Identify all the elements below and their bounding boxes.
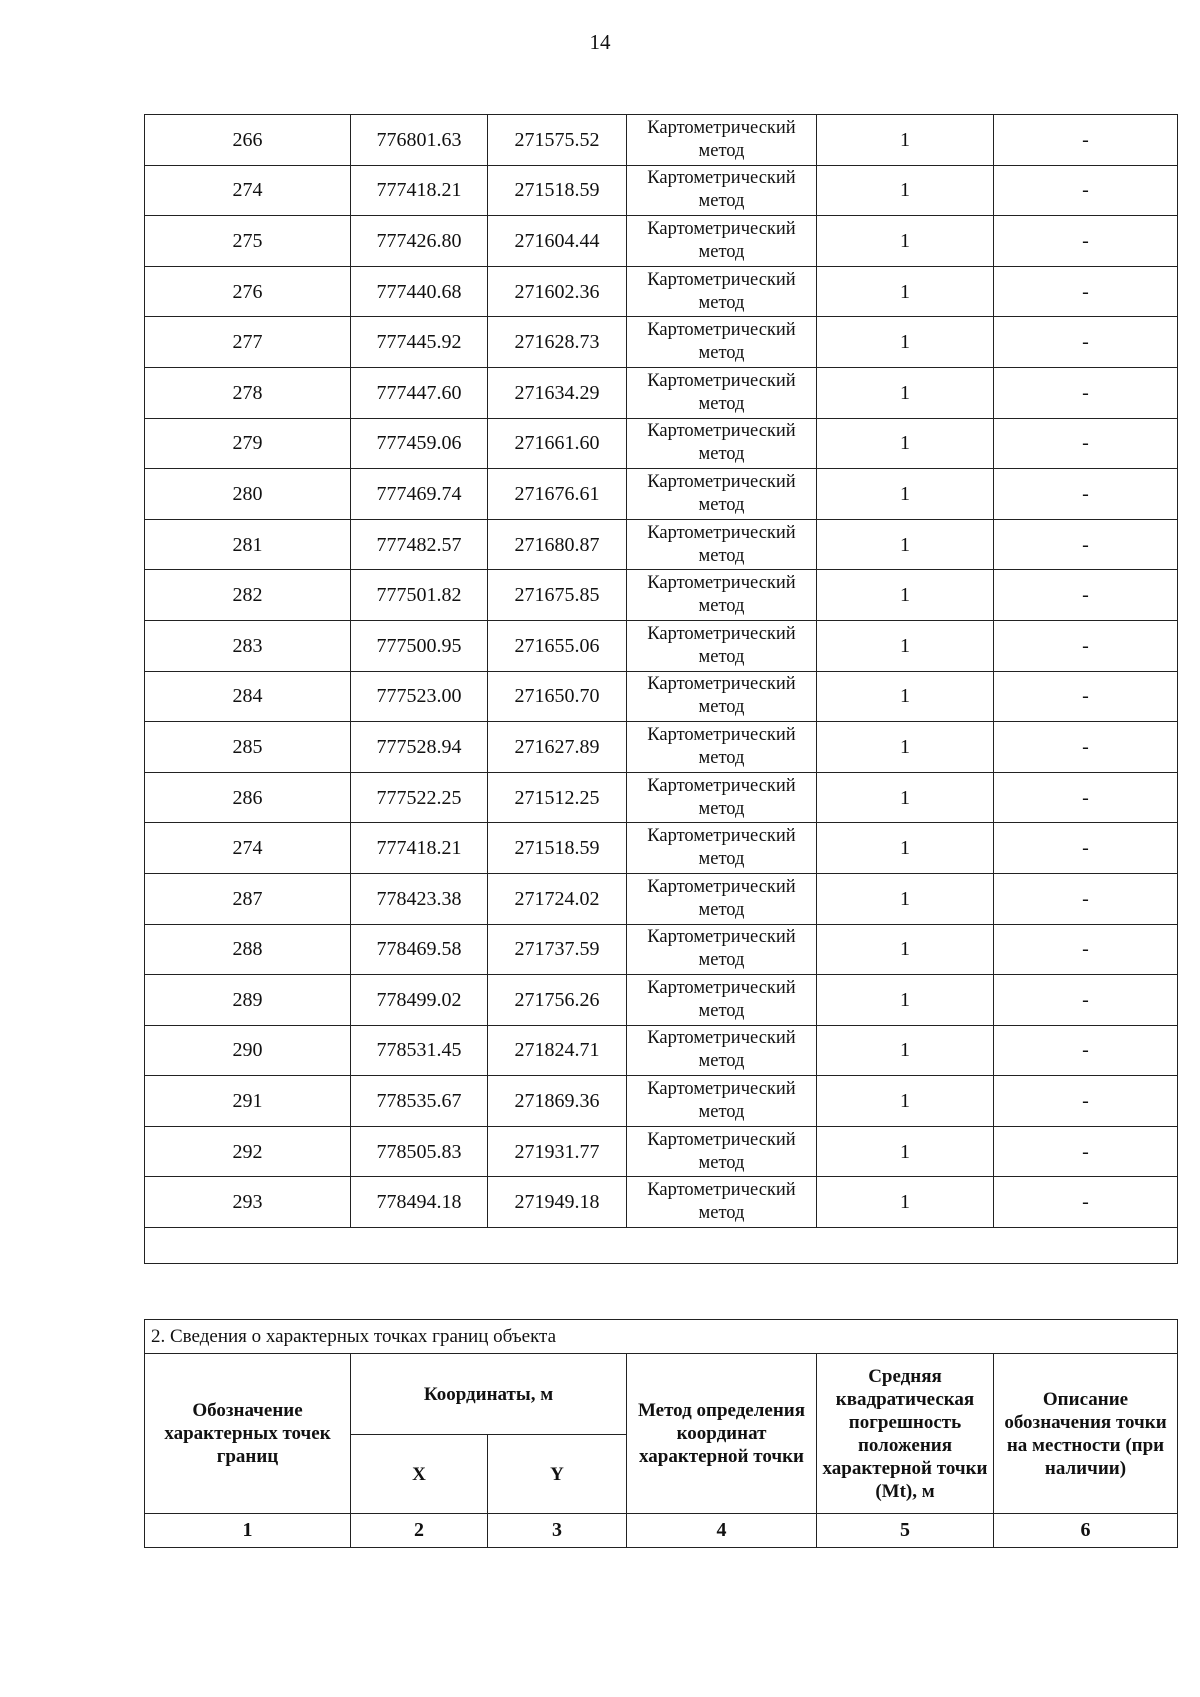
method-line1: Картометрический [647, 421, 796, 442]
point-id-cell: 282 [145, 570, 351, 621]
coord-y-cell: 271824.71 [488, 1025, 627, 1076]
method-line2: метод [698, 849, 745, 870]
coord-y-cell: 271602.36 [488, 266, 627, 317]
accuracy-cell: 1 [817, 772, 994, 823]
method-line2: метод [698, 191, 745, 212]
method-cell [627, 266, 817, 317]
description-cell: - [994, 367, 1178, 418]
accuracy-cell: 1 [817, 823, 994, 874]
table-row [145, 722, 1178, 773]
description-cell: - [994, 975, 1178, 1026]
method-line1: Картометрический [647, 1180, 796, 1201]
method-cell [627, 772, 817, 823]
description-cell: - [994, 216, 1178, 267]
description-cell: - [994, 873, 1178, 924]
point-id-cell: 275 [145, 216, 351, 267]
description-cell: - [994, 620, 1178, 671]
coord-y-cell: 271931.77 [488, 1126, 627, 1177]
method-line2: метод [698, 950, 745, 971]
method-cell [627, 620, 817, 671]
description-cell: - [994, 823, 1178, 874]
header-description: Описание обозначения точки на местности (при наличии) [994, 1354, 1178, 1514]
method-line2: метод [698, 494, 745, 515]
accuracy-cell: 1 [817, 722, 994, 773]
header-accuracy: Средняя квадратическая погрешность положения характерной точки (Mt), м [817, 1354, 994, 1514]
section2-table [144, 1319, 1178, 1548]
method-line1: Картометрический [647, 269, 796, 290]
method-cell [627, 317, 817, 368]
description-cell: - [994, 317, 1178, 368]
table-row [145, 519, 1178, 570]
coord-y-cell: 271737.59 [488, 924, 627, 975]
method-cell [627, 873, 817, 924]
coord-y-cell: 271724.02 [488, 873, 627, 924]
table-row [145, 620, 1178, 671]
coord-x-cell: 778505.83 [351, 1126, 488, 1177]
method-line1: Картометрический [647, 623, 796, 644]
coord-x-cell: 777469.74 [351, 469, 488, 520]
point-id-cell: 292 [145, 1126, 351, 1177]
method-cell [627, 975, 817, 1026]
method-line1: Картометрический [647, 724, 796, 745]
coord-x-cell: 777500.95 [351, 620, 488, 671]
coord-x-cell: 777440.68 [351, 266, 488, 317]
coord-x-cell: 777501.82 [351, 570, 488, 621]
point-id-cell: 287 [145, 873, 351, 924]
table-row [145, 671, 1178, 722]
coord-y-cell: 271628.73 [488, 317, 627, 368]
method-line1: Картометрический [647, 1129, 796, 1150]
method-line1: Картометрический [647, 674, 796, 695]
table-row [145, 975, 1178, 1026]
accuracy-cell: 1 [817, 367, 994, 418]
header-point-id: Обозначение характерных точек границ [145, 1354, 351, 1514]
header-coordinates: Координаты, м [351, 1354, 627, 1435]
method-line1: Картометрический [647, 573, 796, 594]
table-row [145, 1025, 1178, 1076]
accuracy-cell: 1 [817, 1025, 994, 1076]
table-row [145, 772, 1178, 823]
column-number-4: 4 [627, 1514, 817, 1548]
method-line2: метод [698, 241, 745, 262]
coord-x-cell: 777426.80 [351, 216, 488, 267]
method-line2: метод [698, 1102, 745, 1123]
coord-x-cell: 777447.60 [351, 367, 488, 418]
description-cell: - [994, 671, 1178, 722]
method-cell [627, 570, 817, 621]
method-line1: Картометрический [647, 168, 796, 189]
method-cell [627, 418, 817, 469]
coord-y-cell: 271676.61 [488, 469, 627, 520]
accuracy-cell: 1 [817, 620, 994, 671]
description-cell: - [994, 1076, 1178, 1127]
point-id-cell: 289 [145, 975, 351, 1026]
method-line2: метод [698, 1152, 745, 1173]
column-number-3: 3 [488, 1514, 627, 1548]
accuracy-cell: 1 [817, 418, 994, 469]
description-cell: - [994, 924, 1178, 975]
coord-y-cell: 271575.52 [488, 115, 627, 166]
method-cell [627, 115, 817, 166]
description-cell: - [994, 772, 1178, 823]
method-line1: Картометрический [647, 876, 796, 897]
method-cell [627, 1177, 817, 1228]
coord-y-cell: 271512.25 [488, 772, 627, 823]
coord-y-cell: 271675.85 [488, 570, 627, 621]
description-cell: - [994, 722, 1178, 773]
description-cell: - [994, 115, 1178, 166]
method-line1: Картометрический [647, 775, 796, 796]
point-id-cell: 290 [145, 1025, 351, 1076]
table-row [145, 1076, 1178, 1127]
table-row [145, 216, 1178, 267]
method-cell [627, 722, 817, 773]
table-row [145, 823, 1178, 874]
method-line2: метод [698, 697, 745, 718]
point-id-cell: 276 [145, 266, 351, 317]
coord-y-cell: 271661.60 [488, 418, 627, 469]
table-row [145, 570, 1178, 621]
coord-x-cell: 778423.38 [351, 873, 488, 924]
accuracy-cell: 1 [817, 115, 994, 166]
coord-x-cell: 777528.94 [351, 722, 488, 773]
method-cell [627, 165, 817, 216]
description-cell: - [994, 519, 1178, 570]
table-row [145, 924, 1178, 975]
method-line2: метод [698, 1000, 745, 1021]
coord-y-cell: 271634.29 [488, 367, 627, 418]
coord-x-cell: 777459.06 [351, 418, 488, 469]
column-number-5: 5 [817, 1514, 994, 1548]
coord-y-cell: 271518.59 [488, 165, 627, 216]
method-line1: Картометрический [647, 1079, 796, 1100]
coord-y-cell: 271949.18 [488, 1177, 627, 1228]
point-id-cell: 280 [145, 469, 351, 520]
point-id-cell: 286 [145, 772, 351, 823]
description-cell: - [994, 1025, 1178, 1076]
point-id-cell: 277 [145, 317, 351, 368]
section2-title: 2. Сведения о характерных точках границ объекта [145, 1320, 1178, 1354]
method-line1: Картометрический [647, 117, 796, 138]
method-cell [627, 924, 817, 975]
point-id-cell: 283 [145, 620, 351, 671]
coord-y-cell: 271680.87 [488, 519, 627, 570]
coord-y-cell: 271604.44 [488, 216, 627, 267]
coord-x-cell: 777445.92 [351, 317, 488, 368]
header-method: Метод определения координат характерной точки [627, 1354, 817, 1514]
method-line1: Картометрический [647, 320, 796, 341]
header-y: Y [488, 1435, 627, 1514]
method-line2: метод [698, 596, 745, 617]
method-line1: Картометрический [647, 927, 796, 948]
accuracy-cell: 1 [817, 1076, 994, 1127]
method-cell [627, 469, 817, 520]
accuracy-cell: 1 [817, 1126, 994, 1177]
empty-row [145, 1228, 1178, 1264]
coord-y-cell: 271756.26 [488, 975, 627, 1026]
accuracy-cell: 1 [817, 975, 994, 1026]
method-line2: метод [698, 1203, 745, 1224]
point-id-cell: 274 [145, 823, 351, 874]
table-row [145, 266, 1178, 317]
column-number-6: 6 [994, 1514, 1178, 1548]
table-row [145, 873, 1178, 924]
coord-x-cell: 776801.63 [351, 115, 488, 166]
empty-cell [145, 1228, 1178, 1264]
method-cell [627, 367, 817, 418]
accuracy-cell: 1 [817, 570, 994, 621]
point-id-cell: 279 [145, 418, 351, 469]
description-cell: - [994, 165, 1178, 216]
point-id-cell: 278 [145, 367, 351, 418]
coordinates-table-body [145, 115, 1178, 1264]
method-cell [627, 1025, 817, 1076]
method-cell [627, 1126, 817, 1177]
coordinates-table [144, 114, 1178, 1264]
coord-x-cell: 777418.21 [351, 165, 488, 216]
coord-y-cell: 271869.36 [488, 1076, 627, 1127]
accuracy-cell: 1 [817, 1177, 994, 1228]
point-id-cell: 266 [145, 115, 351, 166]
accuracy-cell: 1 [817, 671, 994, 722]
point-id-cell: 291 [145, 1076, 351, 1127]
point-id-cell: 285 [145, 722, 351, 773]
column-number-1: 1 [145, 1514, 351, 1548]
point-id-cell: 293 [145, 1177, 351, 1228]
coord-y-cell: 271518.59 [488, 823, 627, 874]
method-cell [627, 823, 817, 874]
method-cell [627, 671, 817, 722]
description-cell: - [994, 266, 1178, 317]
accuracy-cell: 1 [817, 924, 994, 975]
method-line1: Картометрический [647, 977, 796, 998]
table-row [145, 165, 1178, 216]
method-line2: метод [698, 646, 745, 667]
method-line2: метод [698, 899, 745, 920]
point-id-cell: 274 [145, 165, 351, 216]
coord-x-cell: 777523.00 [351, 671, 488, 722]
coord-x-cell: 778494.18 [351, 1177, 488, 1228]
method-line1: Картометрический [647, 471, 796, 492]
coord-x-cell: 778499.02 [351, 975, 488, 1026]
table-row [145, 1177, 1178, 1228]
method-cell [627, 519, 817, 570]
method-line2: метод [698, 798, 745, 819]
coord-x-cell: 777522.25 [351, 772, 488, 823]
method-line2: метод [698, 343, 745, 364]
accuracy-cell: 1 [817, 519, 994, 570]
table-row [145, 367, 1178, 418]
method-line2: метод [698, 140, 745, 161]
accuracy-cell: 1 [817, 165, 994, 216]
table-row [145, 418, 1178, 469]
description-cell: - [994, 1126, 1178, 1177]
page-number: 14 [589, 30, 611, 54]
coord-x-cell: 778535.67 [351, 1076, 488, 1127]
description-cell: - [994, 1177, 1178, 1228]
table-row [145, 1126, 1178, 1177]
accuracy-cell: 1 [817, 317, 994, 368]
coord-x-cell: 777482.57 [351, 519, 488, 570]
description-cell: - [994, 418, 1178, 469]
point-id-cell: 288 [145, 924, 351, 975]
description-cell: - [994, 469, 1178, 520]
coord-y-cell: 271655.06 [488, 620, 627, 671]
method-line1: Картометрический [647, 826, 796, 847]
accuracy-cell: 1 [817, 266, 994, 317]
coord-y-cell: 271627.89 [488, 722, 627, 773]
method-line2: метод [698, 545, 745, 566]
accuracy-cell: 1 [817, 469, 994, 520]
coord-x-cell: 778469.58 [351, 924, 488, 975]
point-id-cell: 284 [145, 671, 351, 722]
method-line2: метод [698, 1051, 745, 1072]
method-cell [627, 216, 817, 267]
method-line2: метод [698, 393, 745, 414]
point-id-cell: 281 [145, 519, 351, 570]
coord-x-cell: 777418.21 [351, 823, 488, 874]
description-cell: - [994, 570, 1178, 621]
column-number-2: 2 [351, 1514, 488, 1548]
accuracy-cell: 1 [817, 216, 994, 267]
header-x: X [351, 1435, 488, 1514]
coord-y-cell: 271650.70 [488, 671, 627, 722]
method-line1: Картометрический [647, 218, 796, 239]
method-line1: Картометрический [647, 370, 796, 391]
method-line1: Картометрический [647, 522, 796, 543]
table-row [145, 115, 1178, 166]
accuracy-cell: 1 [817, 873, 994, 924]
table-row [145, 469, 1178, 520]
method-line2: метод [698, 747, 745, 768]
method-cell [627, 1076, 817, 1127]
method-line2: метод [698, 444, 745, 465]
method-line1: Картометрический [647, 1028, 796, 1049]
method-line2: метод [698, 292, 745, 313]
coord-x-cell: 778531.45 [351, 1025, 488, 1076]
table-row [145, 317, 1178, 368]
